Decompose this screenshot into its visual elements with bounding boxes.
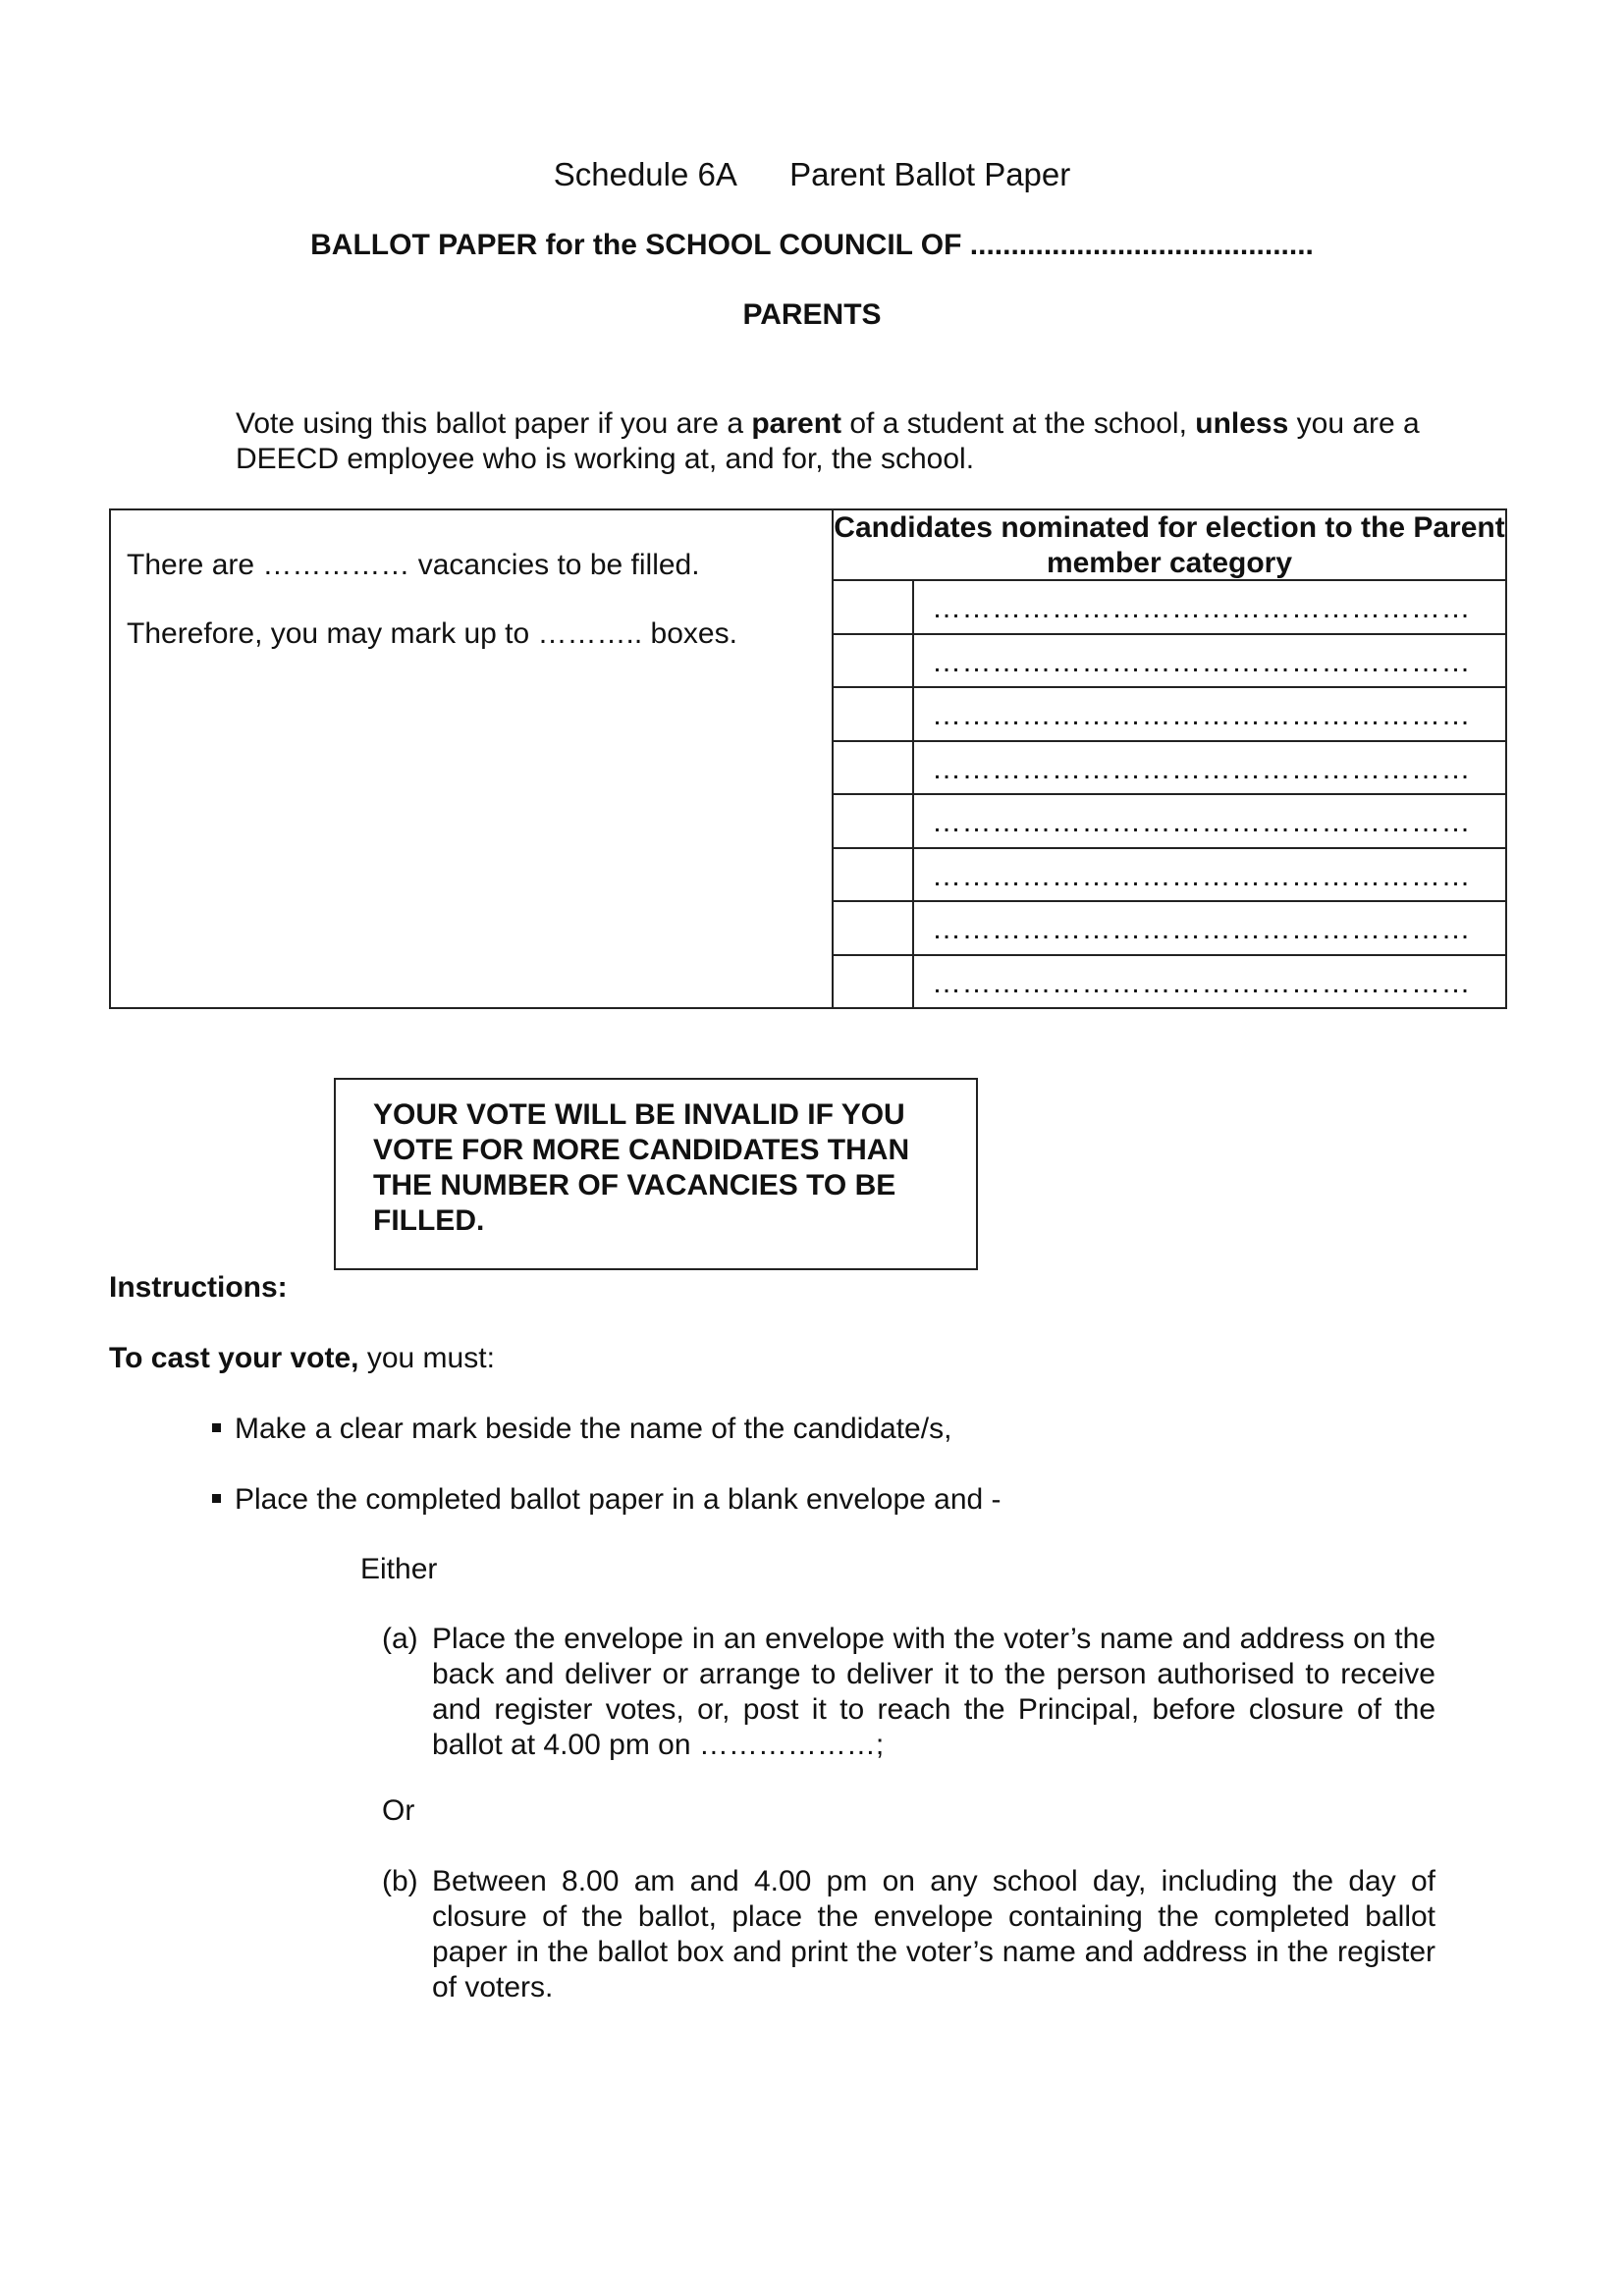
candidate-name-blank: ………………………………………………	[932, 966, 1471, 999]
vacancies-text: There are …………… vacancies to be filled.	[127, 549, 700, 581]
square-bullet-icon	[212, 1494, 221, 1503]
ballot-heading: BALLOT PAPER for the SCHOOL COUNCIL OF ..........................................	[310, 229, 1314, 261]
either-label: Either	[360, 1553, 438, 1585]
candidates-header: Candidates nominated for election to the Parent member category	[834, 511, 1505, 579]
candidate-name-blank: ………………………………………………	[932, 592, 1471, 624]
vote-mark-box[interactable]	[834, 849, 914, 901]
square-bullet-icon	[212, 1423, 221, 1432]
candidate-row	[834, 581, 1505, 635]
or-label: Or	[382, 1794, 415, 1827]
option-a-text: Place the envelope in an envelope with the voter’s name and address on the back and deliver or arrange to deliver it to the person authorised to receive and register votes, or, post it to reach the Principal, before closure of the ballot at 4.00 pm on ………………;	[432, 1623, 1435, 1761]
vote-mark-box[interactable]	[834, 635, 914, 687]
vote-mark-box[interactable]	[834, 902, 914, 954]
category-heading: PARENTS	[742, 298, 882, 331]
instruction-bullet-text: Place the completed ballot paper in a blank envelope and -	[235, 1483, 1001, 1516]
cast-vote-bold: To cast your vote,	[109, 1342, 359, 1374]
eligibility-emphasis-parent: parent	[751, 407, 842, 440]
eligibility-emphasis-unless: unless	[1195, 407, 1289, 440]
vacancy-panel	[111, 510, 834, 1007]
candidate-name-blank: ………………………………………………	[932, 806, 1471, 838]
vote-mark-box[interactable]	[834, 956, 914, 1010]
eligibility-text-3: you are a DEECD employee who is working at, and for, the school.	[236, 407, 1420, 475]
option-a-marker: (a)	[382, 1623, 418, 1655]
candidate-row	[834, 688, 1505, 742]
vote-mark-box[interactable]	[834, 742, 914, 794]
vote-mark-box[interactable]	[834, 795, 914, 847]
max-marks-text: Therefore, you may mark up to ……….. boxes.	[127, 617, 737, 650]
document-title: Parent Ballot Paper	[789, 156, 1071, 192]
candidate-row	[834, 902, 1505, 956]
schedule-number: Schedule 6A	[553, 156, 736, 192]
candidate-name-blank: ………………………………………………	[932, 645, 1471, 678]
candidate-name-blank: ………………………………………………	[932, 859, 1471, 892]
candidate-row	[834, 635, 1505, 689]
candidate-row	[834, 795, 1505, 849]
candidate-list	[834, 581, 1505, 1007]
option-b-text: Between 8.00 am and 4.00 pm on any school day, including the day of closure of the ballot, place the envelope containing the completed ballot paper in the ballot box and print the voter’s name and address in the register of voters.	[432, 1865, 1435, 2003]
instructions-label: Instructions:	[109, 1271, 288, 1304]
ballot-table	[109, 508, 1507, 1009]
candidate-name-blank: ………………………………………………	[932, 752, 1471, 785]
schedule-title	[0, 155, 1624, 194]
eligibility-text-2: of a student at the school,	[841, 407, 1196, 440]
candidate-name-blank: ………………………………………………	[932, 699, 1471, 731]
instruction-bullet	[212, 1482, 1001, 1518]
vote-mark-box[interactable]	[834, 581, 914, 633]
candidate-name-blank: ………………………………………………	[932, 913, 1471, 945]
eligibility-statement	[236, 406, 1453, 477]
instruction-bullet-text: Make a clear mark beside the name of the candidate/s,	[235, 1413, 952, 1445]
invalid-vote-warning-box	[334, 1078, 978, 1270]
vote-mark-box[interactable]	[834, 688, 914, 740]
instruction-bullet	[212, 1412, 951, 1447]
option-b-marker: (b)	[382, 1865, 418, 1897]
invalid-vote-warning: YOUR VOTE WILL BE INVALID IF YOU VOTE FOR MORE CANDIDATES THAN THE NUMBER OF VACANCIES TO BE FILLED.	[373, 1098, 910, 1237]
cast-vote-line	[109, 1341, 495, 1376]
eligibility-text-1: Vote using this ballot paper if you are a	[236, 407, 752, 440]
candidate-row	[834, 849, 1505, 903]
candidate-row	[834, 956, 1505, 1010]
candidate-row	[834, 742, 1505, 796]
cast-vote-rest: you must:	[358, 1342, 495, 1374]
candidates-panel	[834, 510, 1505, 1007]
